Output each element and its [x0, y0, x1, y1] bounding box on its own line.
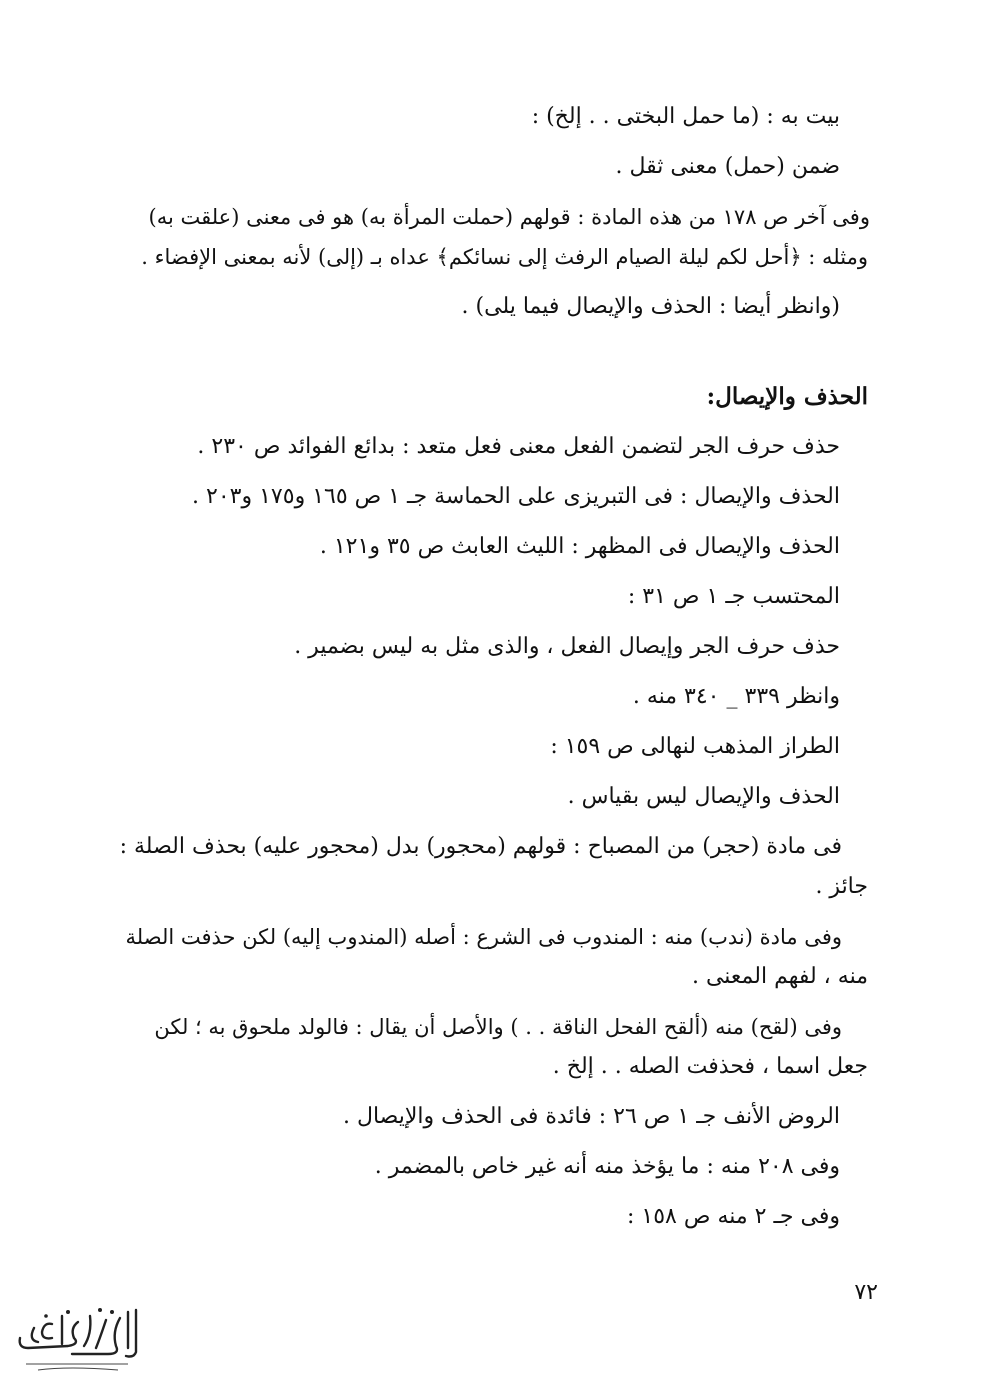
text-line-16: جائز .: [815, 874, 868, 899]
text-line-19: وفى (لقح) منه (ألقح الفحل الناقة . . ) والأصل أن يقال : فالولد ملحوق به ؛ لكن: [154, 1015, 842, 1039]
text-line-21: الروض الأنف جـ ١ ص ٢٦ : فائدة فى الحذف والإيصال .: [342, 1104, 840, 1129]
text-line-23: وفى جـ ٢ منه ص ١٥٨ :: [627, 1204, 840, 1229]
text-line-10: المحتسب جـ ١ ص ٣١ :: [627, 584, 840, 609]
text-line-2: ضمن (حمل) معنى ثقل .: [615, 154, 840, 179]
calligraphy-logo-icon: [8, 1298, 146, 1378]
text-line-3: وفى آخر ص ١٧٨ من هذه المادة : قولهم (حملت المرأة به) هو فى معنى (علقت به): [148, 205, 870, 229]
text-line-15: فى مادة (حجر) من المصباح : قولهم (محجور) بدل (محجور عليه) بحذف الصلة :: [119, 834, 842, 859]
text-line-20: جعل اسما ، فحذفت الصله . . إلخ .: [552, 1054, 868, 1079]
text-line-18: منه ، لفهم المعنى .: [691, 964, 868, 989]
text-line-1: بيت به : (ما حمل البختى . . إلخ) :: [531, 104, 840, 129]
text-line-4: ومثله : ﴿أحل لكم ليلة الصيام الرفث إلى نسائكم﴾ عداه بـ (إلى) لأنه بمعنى الإفضاء .: [141, 245, 868, 269]
text-line-12: وانظر ٣٣٩ _ ٣٤٠ منه .: [632, 684, 840, 709]
text-line-17: وفى مادة (ندب) منه : المندوب فى الشرع : أصله (المندوب إليه) لكن حذفت الصلة: [125, 925, 842, 949]
section-heading: الحذف والإيصال:: [706, 383, 868, 410]
text-line-11: حذف حرف الجر وإيصال الفعل ، والذى مثل به ليس بضمير .: [294, 634, 840, 659]
page-number: ٧٢: [854, 1280, 878, 1305]
text-line-5: (وانظر أيضا : الحذف والإيصال فيما يلى) .: [461, 294, 840, 319]
text-line-13: الطراز المذهب لنهالى ص ١٥٩ :: [550, 734, 840, 759]
text-line-14: الحذف والإيصال ليس بقياس .: [567, 784, 840, 809]
text-line-7: حذف حرف الجر لتضمن الفعل معنى فعل متعد : بدائع الفوائد ص ٢٣٠ .: [197, 434, 840, 459]
text-line-22: وفى ٢٠٨ منه : ما يؤخذ منه أنه غير خاص بالمضمر .: [374, 1154, 840, 1179]
text-line-8: الحذف والإيصال : فى التبريزى على الحماسة جـ ١ ص ١٦٥ و١٧٥ و٢٠٣ .: [192, 484, 840, 509]
text-line-9: الحذف والإيصال فى المظهر : الليث العابث ص ٣٥ و١٢١ .: [319, 534, 840, 559]
